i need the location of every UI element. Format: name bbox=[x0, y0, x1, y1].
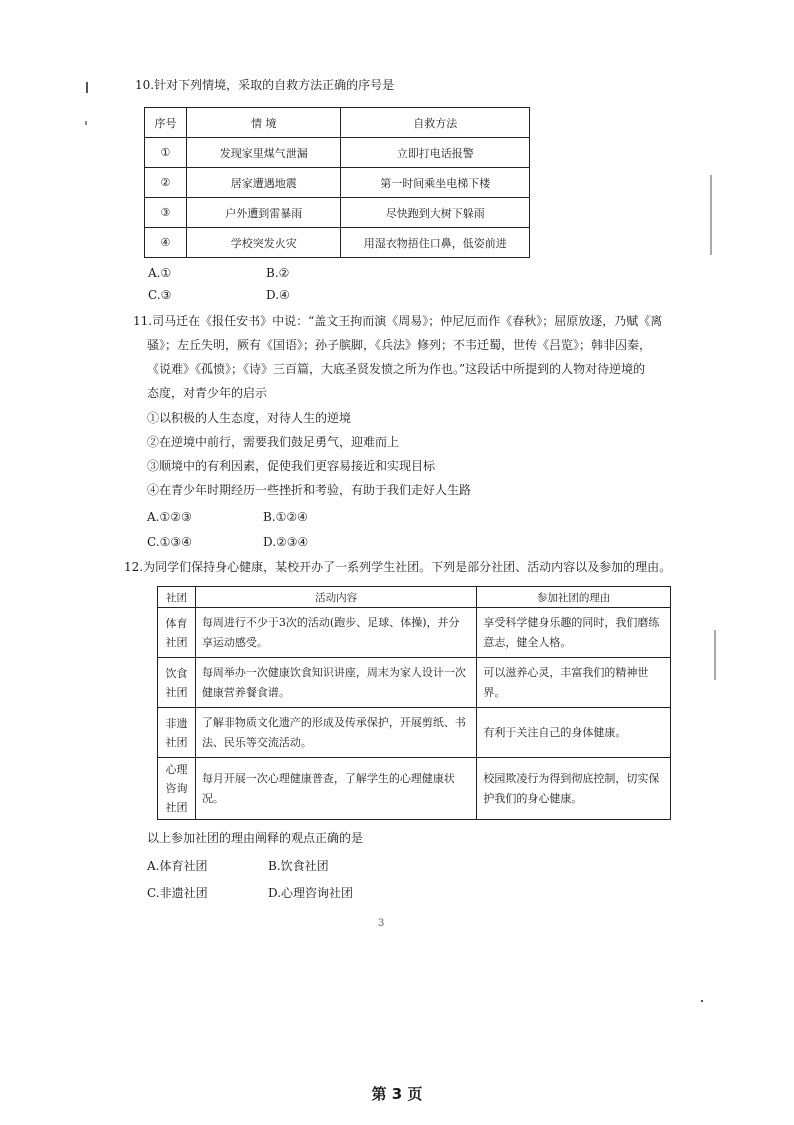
activity-cell: 每周进行不少于3次的活动(跑步、足球、体操)，并分享运动感受。 bbox=[195, 608, 476, 658]
q11-stem-line: 骚》；左丘失明，厥有《国语》；孙子膑脚，《兵法》修列；不韦迁蜀，世传《吕览》；韩非囚秦， bbox=[147, 338, 652, 352]
q11-option-d: D.②③④ bbox=[263, 535, 309, 549]
table-row bbox=[145, 168, 530, 198]
q10-table bbox=[144, 107, 530, 258]
q11-option-b: B.①②④ bbox=[263, 510, 308, 524]
scan-margin-mark bbox=[86, 82, 88, 93]
club-name-cell: 非遗社团 bbox=[158, 708, 196, 758]
club-name-cell: 体育社团 bbox=[158, 608, 196, 658]
q11-stem-line: 态度，对青少年的启示 bbox=[147, 386, 268, 400]
q10-option-a: A.① bbox=[148, 266, 172, 280]
reason-cell: 有利于关注自己的身体健康。 bbox=[477, 708, 671, 758]
q11-statement: ④在青少年时期经历一些挫折和考验，有助于我们走好人生路 bbox=[147, 483, 472, 497]
q10-option-d: D.④ bbox=[266, 288, 290, 302]
activity-cell: 了解非物质文化遗产的形成及传承保护，开展剪纸、书法、民乐等交流活动。 bbox=[195, 708, 476, 758]
table-row bbox=[158, 608, 671, 658]
header-cell: 情 境 bbox=[186, 108, 341, 138]
q12-option-c: C.非遗社团 bbox=[147, 886, 208, 900]
q12-question: 以上参加社团的理由阐释的观点正确的是 bbox=[147, 831, 364, 845]
table-row bbox=[145, 228, 530, 258]
page-number: 3 bbox=[378, 918, 385, 929]
table-row bbox=[145, 138, 530, 168]
q11-statement: ①以积极的人生态度，对待人生的逆境 bbox=[147, 411, 352, 425]
row-number: ③ bbox=[145, 198, 187, 228]
method-cell: 尽快跑到大树下躲雨 bbox=[341, 198, 530, 228]
method-cell: 立即打电话报警 bbox=[341, 138, 530, 168]
scan-dot bbox=[701, 1000, 703, 1002]
situation-cell: 居家遭遇地震 bbox=[186, 168, 341, 198]
scan-edge-mark bbox=[714, 630, 716, 680]
q12-option-b: B.饮食社团 bbox=[268, 859, 329, 873]
q10-option-c: C.③ bbox=[148, 288, 172, 302]
method-cell: 用湿衣物捂住口鼻，低姿前进 bbox=[341, 228, 530, 258]
q12-option-a: A.体育社团 bbox=[147, 859, 208, 873]
reason-cell: 校园欺凌行为得到彻底控制，切实保护我们的身心健康。 bbox=[477, 758, 671, 820]
table-row bbox=[158, 758, 671, 820]
q12-stem: 12.为同学们保持身心健康，某校开办了一系列学生社团。下列是部分社团、活动内容以及参加的理由。 bbox=[124, 560, 672, 574]
q12-option-d: D.心理咨询社团 bbox=[268, 886, 354, 900]
q12-table bbox=[157, 586, 671, 820]
activity-cell: 每月开展一次心理健康普查，了解学生的心理健康状况。 bbox=[195, 758, 476, 820]
situation-cell: 学校突发火灾 bbox=[186, 228, 341, 258]
header-cell: 参加社团的理由 bbox=[477, 587, 671, 608]
reason-cell: 享受科学健身乐趣的同时，我们磨练意志，健全人格。 bbox=[477, 608, 671, 658]
activity-cell: 每周举办一次健康饮食知识讲座，周末为家人设计一次健康营养餐食谱。 bbox=[195, 658, 476, 708]
header-cell: 自救方法 bbox=[341, 108, 530, 138]
q11-stem-line: 《说难》《孤愤》；《诗》三百篇，大底圣贤发愤之所为作也。”这段话中所提到的人物对待逆境的 bbox=[147, 362, 646, 376]
q11-option-a: A.①②③ bbox=[147, 510, 192, 524]
method-cell: 第一时间乘坐电梯下楼 bbox=[341, 168, 530, 198]
table-row bbox=[158, 708, 671, 758]
club-name-cell: 饮食社团 bbox=[158, 658, 196, 708]
page-footer: 第 3 页 bbox=[371, 1085, 423, 1103]
row-number: ① bbox=[145, 138, 187, 168]
q11-statement: ②在逆境中前行，需要我们鼓足勇气，迎难而上 bbox=[147, 435, 400, 449]
scan-margin-mark bbox=[85, 121, 87, 125]
header-cell: 社团 bbox=[158, 587, 196, 608]
club-name-cell: 心理咨询社团 bbox=[158, 758, 196, 820]
table-header-row bbox=[145, 108, 530, 138]
table-header-row bbox=[158, 587, 671, 608]
q10-option-b: B.② bbox=[266, 266, 290, 280]
reason-cell: 可以滋养心灵，丰富我们的精神世界。 bbox=[477, 658, 671, 708]
row-number: ④ bbox=[145, 228, 187, 258]
scan-edge-mark bbox=[710, 175, 712, 255]
table-row bbox=[158, 658, 671, 708]
header-cell: 活动内容 bbox=[195, 587, 476, 608]
situation-cell: 户外遭到雷暴雨 bbox=[186, 198, 341, 228]
q11-stem-line: 11.司马迁在《报任安书》中说：“盖文王拘而演《周易》；仲尼厄而作《春秋》；屈原放逐，乃赋《离 bbox=[133, 314, 663, 328]
q11-option-c: C.①③④ bbox=[147, 535, 192, 549]
table-row bbox=[145, 198, 530, 228]
q10-stem: 10.针对下列情境，采取的自救方法正确的序号是 bbox=[135, 78, 395, 92]
q11-statement: ③顺境中的有利因素，促使我们更容易接近和实现目标 bbox=[147, 459, 436, 473]
situation-cell: 发现家里煤气泄漏 bbox=[186, 138, 341, 168]
header-cell: 序号 bbox=[145, 108, 187, 138]
row-number: ② bbox=[145, 168, 187, 198]
